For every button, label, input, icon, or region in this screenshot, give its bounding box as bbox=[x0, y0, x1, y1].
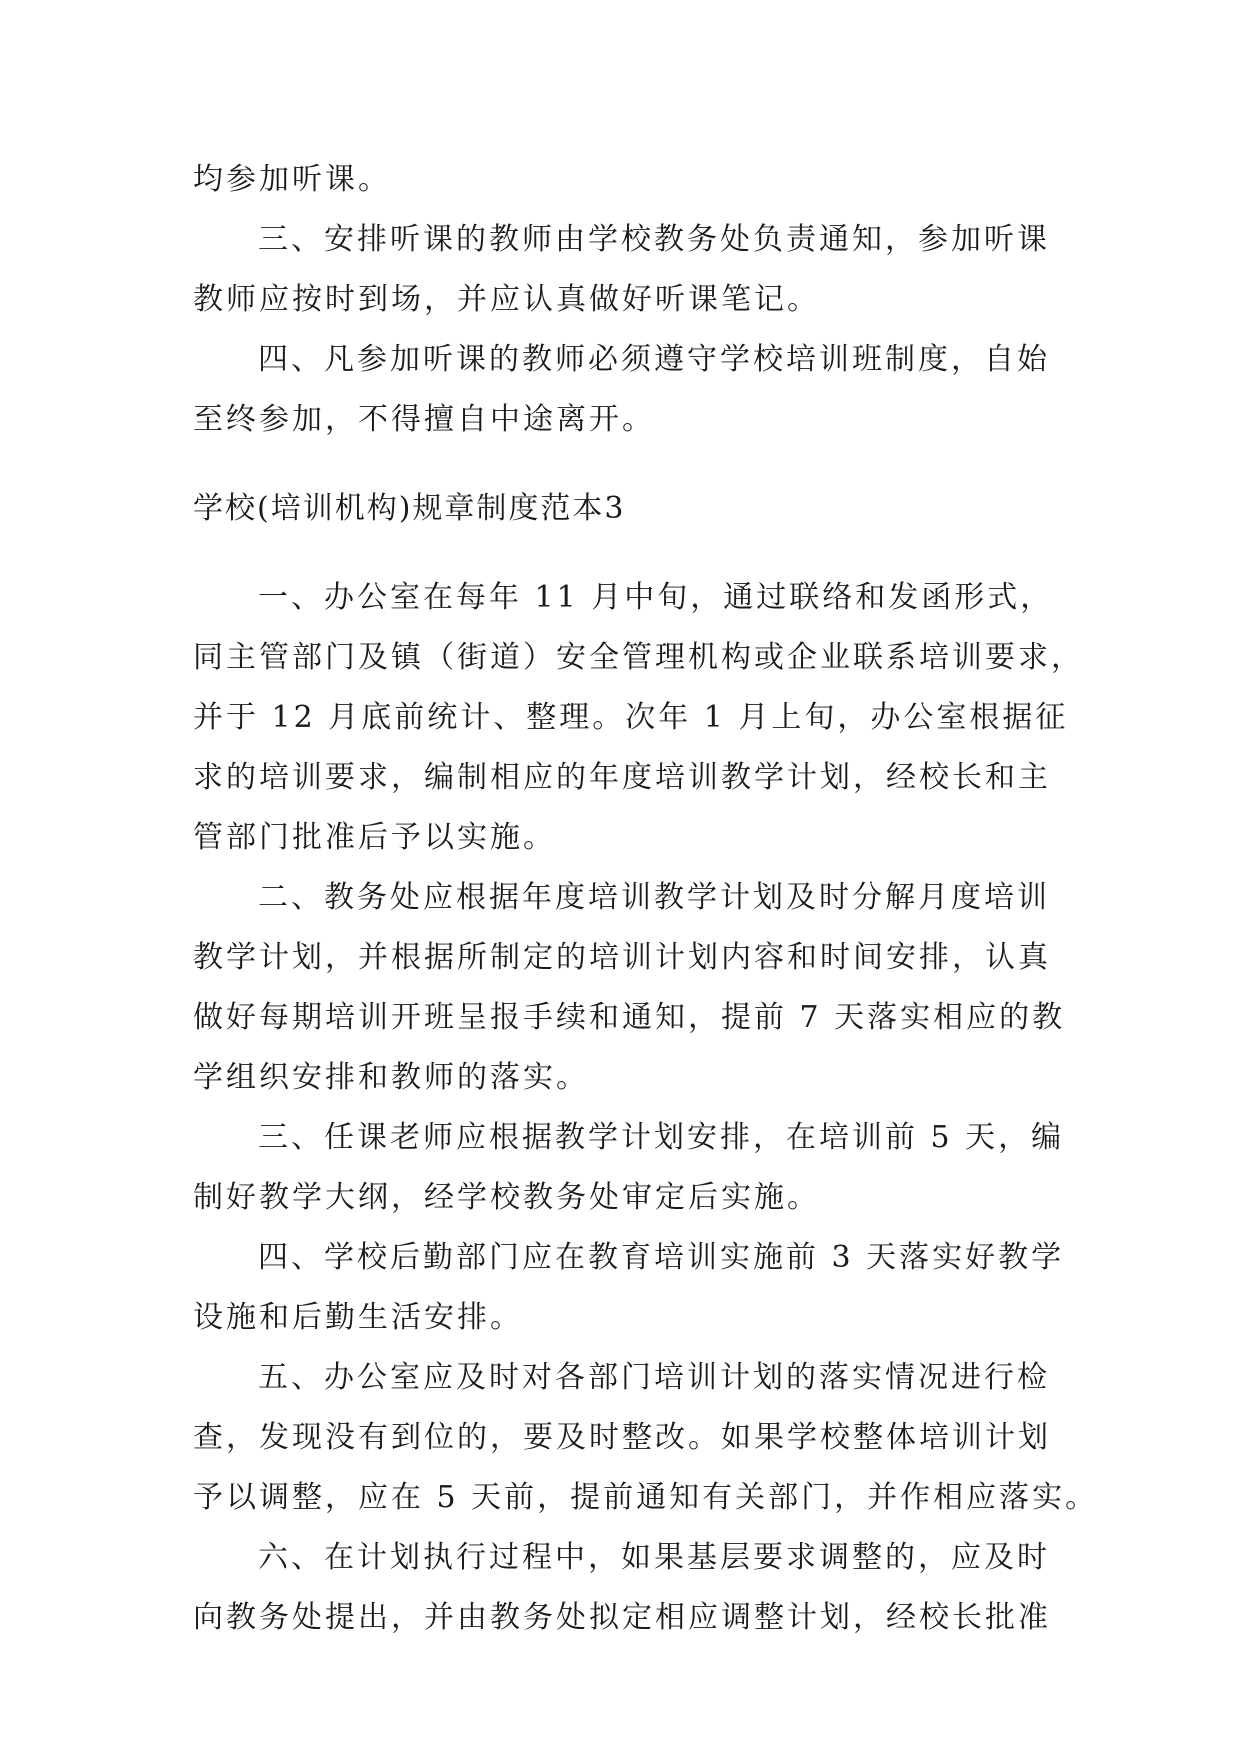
text-line: 教师应按时到场，并应认真做好听课笔记。 bbox=[193, 282, 820, 317]
text-line: 学组织安排和教师的落实。 bbox=[193, 1060, 589, 1095]
paragraph-start-line: 一、办公室在每年 11 月中旬，通过联络和发函形式， bbox=[258, 580, 1054, 615]
paragraph-start-line: 四、学校后勤部门应在教育培训实施前 3 天落实好教学 bbox=[258, 1240, 1065, 1275]
text-line: 制好教学大纲，经学校教务处审定后实施。 bbox=[193, 1180, 820, 1215]
text-line: 做好每期培训开班呈报手续和通知，提前 7 天落实相应的教 bbox=[193, 1000, 1066, 1035]
text-line: 设施和后勤生活安排。 bbox=[193, 1300, 523, 1335]
text-line: 管部门批准后予以实施。 bbox=[193, 820, 556, 855]
paragraph-start-line: 五、办公室应及时对各部门培训计划的落实情况进行检 bbox=[258, 1360, 1050, 1395]
text-line: 求的培训要求，编制相应的年度培训教学计划，经校长和主 bbox=[193, 760, 1051, 795]
paragraph-start-line: 二、教务处应根据年度培训教学计划及时分解月度培训 bbox=[258, 880, 1050, 915]
text-line: 予以调整，应在 5 天前，提前通知有关部门，并作相应落实。 bbox=[193, 1480, 1099, 1515]
text-line: 教学计划，并根据所制定的培训计划内容和时间安排，认真 bbox=[193, 940, 1051, 975]
paragraph-start-line: 三、任课老师应根据教学计划安排，在培训前 5 天，编 bbox=[258, 1120, 1065, 1155]
paragraph-start-line: 六、在计划执行过程中，如果基层要求调整的，应及时 bbox=[258, 1540, 1050, 1575]
document-body bbox=[193, 150, 1099, 1648]
section-heading: 学校(培训机构)规章制度范本3 bbox=[193, 491, 626, 526]
text-line: 均参加听课。 bbox=[193, 162, 391, 197]
paragraph-start-line: 三、安排听课的教师由学校教务处负责通知，参加听课 bbox=[258, 222, 1050, 257]
paragraph-start-line: 四、凡参加听课的教师必须遵守学校培训班制度，自始 bbox=[258, 342, 1050, 377]
text-line: 至终参加，不得擅自中途离开。 bbox=[193, 402, 655, 437]
text-line: 并于 12 月底前统计、整理。次年 1 月上旬，办公室根据征 bbox=[193, 700, 1069, 735]
text-line: 同主管部门及镇（街道）安全管理机构或企业联系培训要求， bbox=[193, 640, 1084, 675]
text-line: 向教务处提出，并由教务处拟定相应调整计划，经校长批准 bbox=[193, 1600, 1051, 1635]
text-line: 查，发现没有到位的，要及时整改。如果学校整体培训计划 bbox=[193, 1420, 1051, 1455]
